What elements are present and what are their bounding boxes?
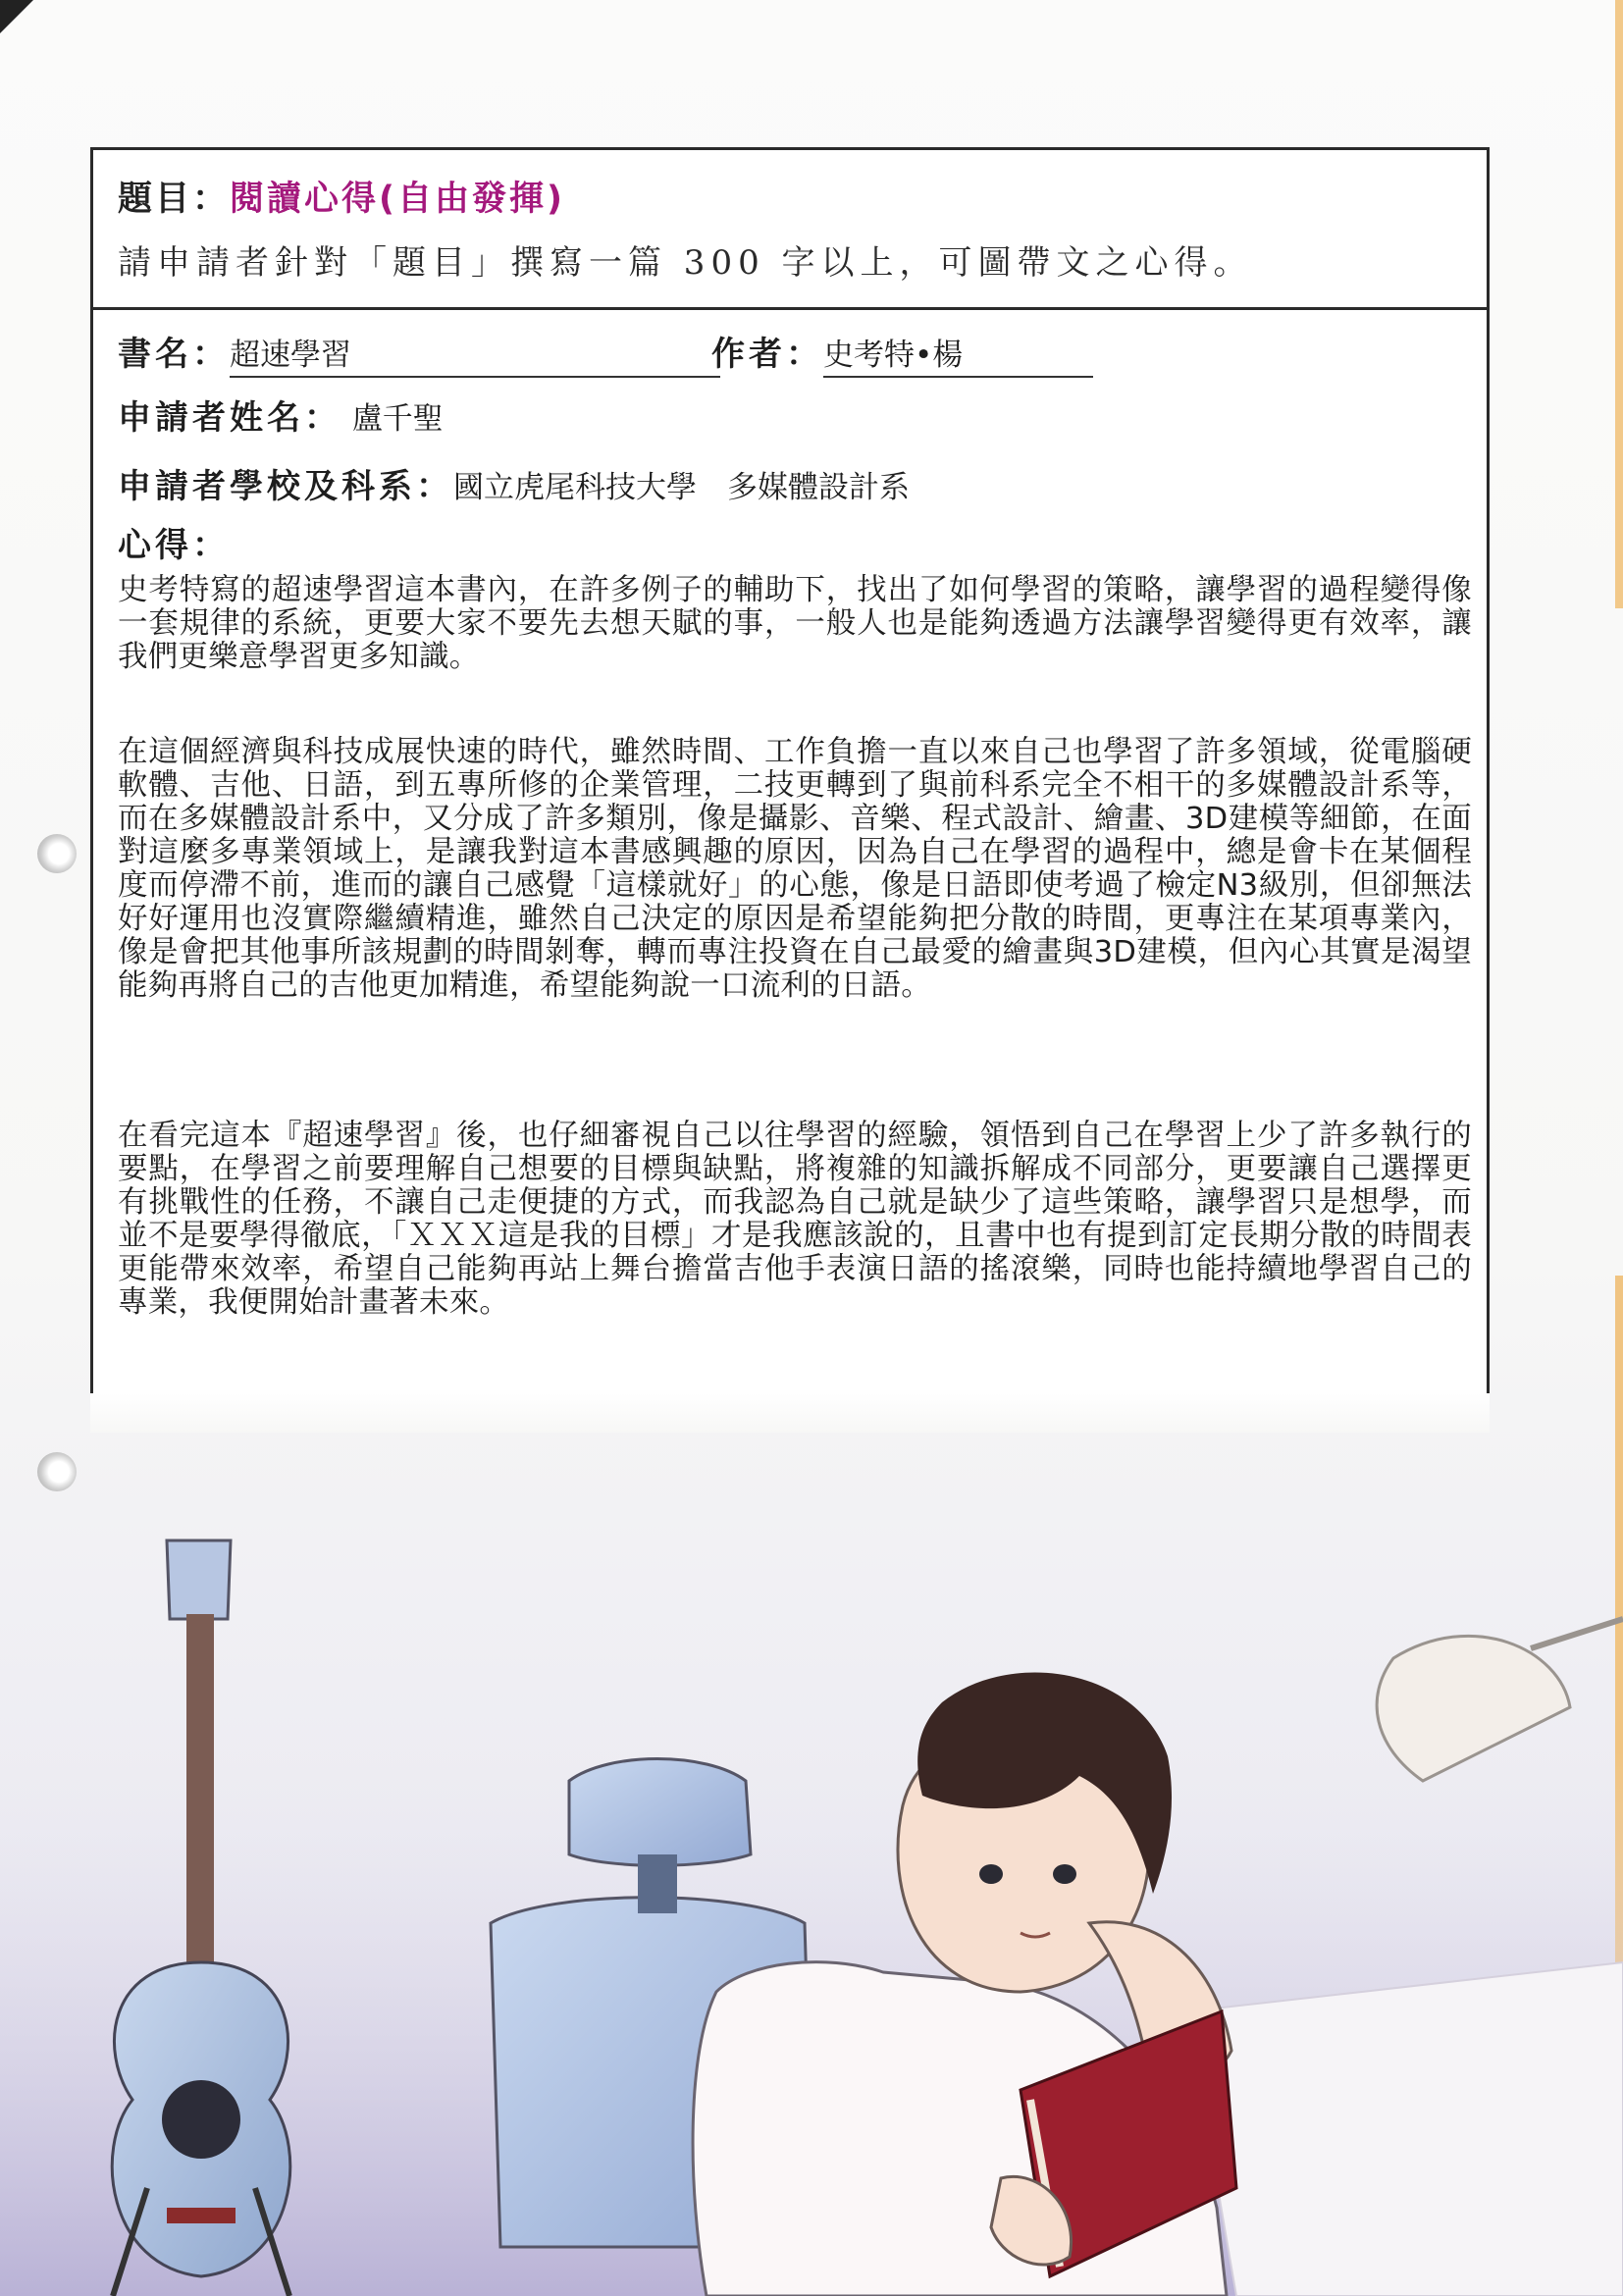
author-value: 史考特•楊: [823, 338, 964, 373]
book-title-value: 超速學習: [230, 338, 351, 373]
topic-instruction: 請申請者針對「題目」撰寫一篇 300 字以上，可圖帶文之心得。: [118, 243, 1253, 283]
applicant-name-field: [118, 391, 444, 439]
sheet-fade: [90, 1393, 1490, 1433]
author-line: [823, 330, 1093, 378]
topic-title: [118, 172, 565, 221]
author-label: 作者：: [711, 335, 823, 374]
author-field: [711, 327, 1093, 378]
review-label: 心得：: [118, 526, 230, 565]
applicant-school-label: 申請者學校及科系：: [118, 467, 453, 506]
book-title-field: [118, 327, 720, 378]
topic-section: [93, 150, 1487, 310]
applicant-name-value: 盧千聖: [351, 401, 444, 437]
review-paragraph-2: 在這個經濟與科技成展快速的時代，雖然時間、工作負擔一直以來自己也學習了許多領域，從電腦硬軟體、吉他、日語，到五專所修的企業管理，二技更轉到了與前科系完全不相干的多媒體設計系等，而在多媒體設計系中，又分成了許多類別，像是攝影、音樂、程式設計、繪畫、3D建模等細節，在面對這麼多專業領域上，是讓我對這本書感興趣的原因，因為自己在學習的過程中，總是會卡在某個程度而停滯不前，進而的讓自己感覺「這樣就好」的心態，像是日語即使考過了檢定N3級別，但卻無法好好運用也沒實際繼續精進，雖然自己決定的原因是希望能夠把分散的時間，更專注在某項專業內，像是會把其他事所該規劃的時間剝奪，轉而專注投資在自己最愛的繪畫與3D建模，但內心其實是渴望能夠再將自己的吉他更加精進，希望能夠說一口流利的日語。: [118, 735, 1472, 1003]
application-form: [90, 147, 1490, 1401]
book-title-line: [230, 330, 720, 378]
book-title-label: 書名：: [118, 335, 230, 374]
applicant-name-label: 申請者姓名：: [118, 398, 341, 438]
binder-tab-edge: [1615, 0, 1623, 608]
review-paragraph-1: 史考特寫的超速學習這本書內，在許多例子的輔助下，找出了如何學習的策略，讓學習的過程變得像一套規律的系統，更要大家不要先去想天賦的事，一般人也是能夠透過方法讓學習變得更有效率，讓我們更樂意學習更多知識。: [118, 573, 1472, 674]
punch-hole-lower: [37, 1452, 77, 1491]
topic-value: 閱讀心得(自由發揮): [230, 180, 566, 219]
applicant-school-value: 國立虎尾科技大學 多媒體設計系: [453, 470, 910, 505]
desk: [1187, 1962, 1623, 2296]
punch-hole-upper: [37, 834, 77, 873]
review-label-field: [118, 518, 230, 566]
topic-label: 題目：: [118, 180, 231, 219]
applicant-school-field: [118, 459, 910, 507]
illustration-student-reading: [0, 1501, 1623, 2296]
review-paragraph-3: 在看完這本『超速學習』後，也仔細審視自己以往學習的經驗，領悟到自己在學習上少了許多執行的要點，在學習之前要理解自己想要的目標與缺點，將複雜的知識拆解成不同部分，更要讓自己選擇更有挑戰性的任務，不讓自己走便捷的方式，而我認為自己就是缺少了這些策略，讓學習只是想學，而並不是要學得徹底，「ＸＸＸ這是我的目標」才是我應該說的，且書中也有提到訂定長期分散的時間表更能帶來效率，希望自己能夠再站上舞台擔當吉他手表演日語的搖滾樂，同時也能持續地學習自己的專業，我便開始計畫著未來。: [118, 1119, 1472, 1320]
